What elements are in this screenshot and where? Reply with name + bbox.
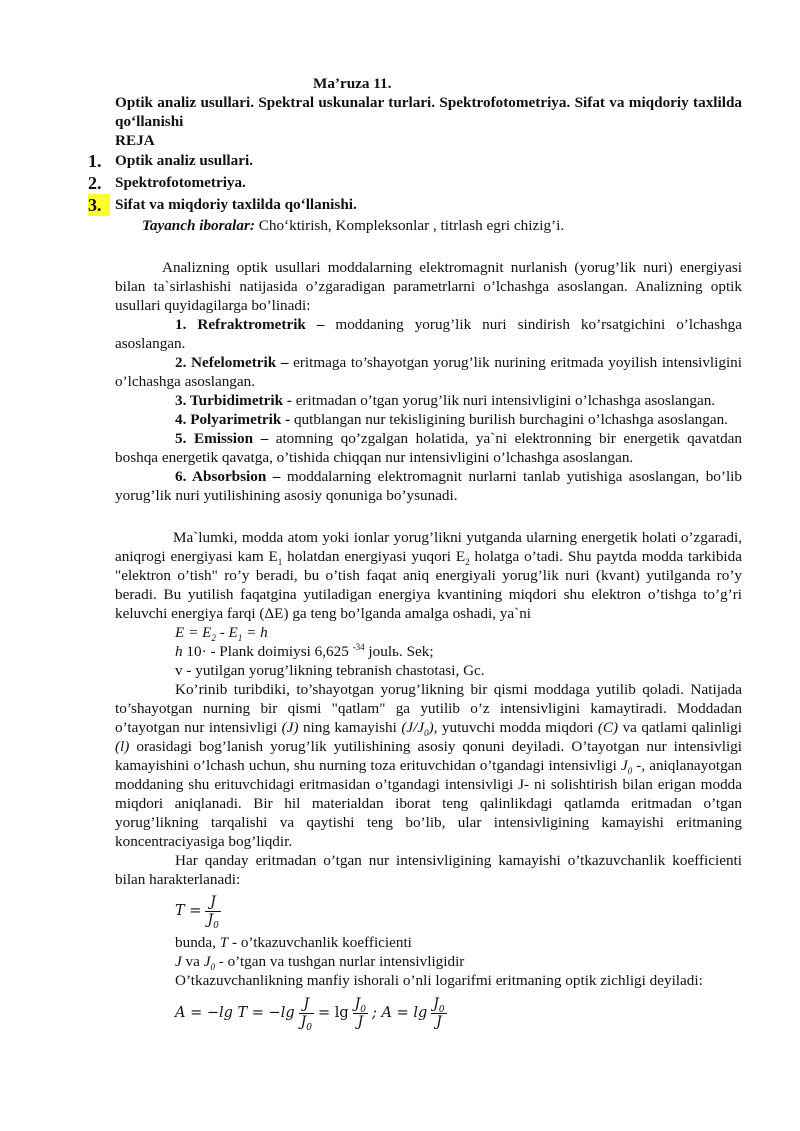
subscript: 2 bbox=[211, 633, 216, 644]
frequency-line: v - yutilgan yorug’likning tebranish chastotasi, Gc. bbox=[175, 662, 485, 679]
transmittance-formula bbox=[115, 889, 742, 933]
absorbance-formula bbox=[115, 990, 742, 1036]
superscript: -34 bbox=[352, 641, 365, 652]
text-run: - o’tkazuvchanlik koefficienti bbox=[228, 934, 412, 951]
lecture-title: Optik analiz usullari. Spektral uskunalar turlari. Spektrofotometriya. Sifat va miqdoriy taxlilda qo‘llanishi bbox=[115, 94, 742, 130]
subscript: 0 bbox=[360, 1004, 367, 1015]
text-run: holatga o’tadi. Shu paytda modda tarkibida "elektron o’tish" ro’y beradi, bu o’tish faqat aniq energiyali yorug’lik nuri (kvant) yutilganda ro’y beradi. Bu yutilish faqatgina yutiladigan energiya kvantining miqdori shu elektron o’tishga to’g’ri keluvchi energiya farqi (ΔE) ga teng bo’lganda amalga oshadi, ya`ni bbox=[115, 548, 742, 622]
text-run: J bbox=[207, 911, 214, 928]
method-name: 5. Emission – bbox=[175, 430, 269, 447]
denominator: J bbox=[357, 1013, 364, 1030]
text-run: - o’tgan va tushgan nurlar intensivligidir bbox=[214, 953, 465, 970]
intensity-line bbox=[115, 952, 742, 971]
text-run: - Plank doimiysi 6,625 bbox=[206, 643, 353, 660]
text-run: J bbox=[433, 995, 439, 1012]
subscript: 0 bbox=[627, 766, 633, 777]
subscript: 0 bbox=[438, 1004, 445, 1015]
method-item bbox=[115, 410, 742, 429]
method-item bbox=[115, 353, 742, 391]
fraction bbox=[353, 996, 368, 1031]
method-item bbox=[115, 467, 742, 505]
text-run: ning kamayishi bbox=[298, 719, 402, 736]
method-desc: moddalarning elektromagnit nurlarni tanlab yutishiga asoslangan, bo’lib yorug’lik nuri yutilishining asosiy qonuniga bo’ysunadi. bbox=[115, 468, 742, 504]
text-run: bunda, bbox=[175, 934, 220, 951]
symbol: T bbox=[219, 934, 229, 951]
body-paragraph: Har qanday eritmadan o’tgan nur intensivligining kamayishi o’tkazuvchanlik koefficienti bilan harakterlanadi: bbox=[115, 852, 742, 888]
plan-list bbox=[88, 150, 742, 216]
plan-item bbox=[88, 172, 742, 194]
numerator bbox=[353, 996, 368, 1014]
text-run: orasidagi bog’lanish yorug’lik yutilishining asosiy qonuni deyiladi. O’tayotgan nur intensivligi kamayishini o’lchash uchun, shu nurning toza erituvchidan o’tgandagi intensivligi bbox=[115, 738, 742, 774]
subscript: 0 bbox=[210, 962, 215, 973]
keywords-label: Tayanch iboralar: bbox=[142, 217, 255, 234]
bunda-line bbox=[115, 933, 742, 952]
plan-text: Sifat va miqdoriy taxlilda qo‘llanishi. bbox=[115, 196, 357, 213]
method-name: 6. Absorbsion – bbox=[175, 468, 281, 485]
text-run: Ma`lumki, modda atom yoki ionlar yorug’likni yutganda ularning energetik holati o’zgaradi, aniqrogi energiyasi kam E bbox=[115, 529, 742, 565]
method-item bbox=[115, 391, 742, 410]
method-desc: moddaning yorug’lik nuri sindirish ko’rsatgichini o’lchashga asoslangan. bbox=[115, 316, 742, 352]
text-run: va bbox=[181, 953, 204, 970]
formula-part: = lg bbox=[317, 1004, 349, 1021]
plan-item bbox=[88, 150, 742, 172]
symbol: ) bbox=[428, 719, 434, 736]
document-page bbox=[88, 74, 742, 1036]
plan-heading: REJA bbox=[115, 132, 155, 149]
denominator bbox=[205, 912, 220, 929]
symbol: (J/J bbox=[401, 719, 425, 736]
fraction bbox=[205, 894, 220, 929]
method-desc: eritmadan o’tgan yorug’lik nuri intensivligini o’lchashga asoslangan. bbox=[291, 392, 716, 409]
text-run: Ko’rinib turibdiki, to’shayotgan yorug’likning bir qismi moddaga yutilib qoladi. Natijada to’shayotgan nurning bir qismi "qatlam" ga yutilib o’z intensivligini kamaytiradi. Moddadan o’tayotgan nur intensivligi bbox=[115, 681, 742, 736]
fraction bbox=[431, 996, 446, 1031]
plan-number: 2. bbox=[88, 173, 102, 193]
numerator: J bbox=[205, 894, 220, 912]
text-run: = h bbox=[242, 624, 268, 641]
plan-text: Optik analiz usullari. bbox=[115, 152, 253, 169]
text-run: joulь. Sek; bbox=[364, 643, 434, 660]
body-paragraph bbox=[115, 680, 742, 851]
fraction bbox=[299, 996, 314, 1031]
symbol: J bbox=[175, 953, 182, 970]
keywords-line bbox=[142, 216, 742, 235]
formula-lhs: T = bbox=[175, 902, 202, 919]
body-paragraph bbox=[115, 528, 742, 623]
text-run: va qatlami qalinligi bbox=[618, 719, 742, 736]
denominator: J bbox=[436, 1013, 442, 1030]
symbol: J bbox=[203, 953, 211, 970]
subscript: 0 bbox=[424, 728, 429, 739]
lecture-number: Ma’ruza 11. bbox=[313, 75, 392, 92]
denominator bbox=[299, 1014, 314, 1031]
intro-paragraph: Analizning optik usullari moddalarning elektromagnit nurlanish (yorug’lik nuri) energiyasi bilan ta`sirlashishi natijasida o’zgaradigan parametrlarni o’lchashga asoslangan. Analizning optik usullari quyidagilarga bo’linadi: bbox=[115, 259, 742, 314]
text-run: , yutuvchi modda miqdori bbox=[433, 719, 598, 736]
planck-line bbox=[115, 642, 742, 661]
numerator bbox=[431, 996, 446, 1014]
numerator: J bbox=[299, 996, 314, 1014]
energy-formula bbox=[115, 623, 742, 642]
optical-density-line: O’tkazuvchanlikning manfiy ishorali o’nli logarifmi eritmaning optik zichligi deyiladi: bbox=[175, 972, 703, 989]
symbol: (l) bbox=[115, 738, 130, 755]
plan-number-highlighted: 3. bbox=[88, 194, 110, 216]
method-name: 1. Refraktrometrik – bbox=[175, 316, 325, 333]
text-run: J bbox=[354, 995, 361, 1012]
subscript: 2 bbox=[465, 557, 470, 568]
method-desc: atomning qo’zgalgan holatida, ya`ni elektronning bir energetik qavatdan boshqa energetik qavatga, o’tishida chiqqan nur intensivligini o’lchashga asoslangan. bbox=[115, 430, 742, 466]
plan-item bbox=[88, 194, 742, 216]
formula-part: A = −lg T = −lg bbox=[175, 1004, 295, 1021]
symbol: J bbox=[620, 757, 628, 774]
method-item bbox=[115, 315, 742, 353]
text-run: E = E bbox=[175, 624, 212, 641]
text-run: 10 bbox=[182, 643, 202, 660]
text-run: · bbox=[201, 643, 207, 660]
method-name: 3. Turbidimetrik - bbox=[175, 392, 292, 409]
symbol: (J) bbox=[281, 719, 299, 736]
subscript: 0 bbox=[306, 1022, 312, 1033]
method-desc: eritmaga to’shayotgan yorug’lik nurining eritmada yoyilish intensivligini o’lchashga asoslangan. bbox=[115, 354, 742, 390]
subscript: 0 bbox=[213, 920, 219, 931]
subscript: 1 bbox=[237, 633, 243, 644]
method-item bbox=[115, 429, 742, 467]
keywords-text: Cho‘ktirish, Kompleksonlar , titrlash egri chizig’i. bbox=[254, 217, 565, 234]
text-run: - E bbox=[215, 624, 238, 641]
method-desc: qutblangan nur tekisligining burilish burchagini o’lchashga asoslangan. bbox=[290, 411, 728, 428]
symbol: (C) bbox=[597, 719, 619, 736]
method-name: 2. Nefelometrik – bbox=[175, 354, 289, 371]
text-run: -, aniqlanayotgan moddaning shu erituvchidagi eritmasidan o’tgandagi intensivligi J- ni solishtirish bilan erigan modda miqdori aniqlanadi. Bir hil materialdan iborat teng qalinlikdagi qatlamda eritmadan o’tgan yorug’likning tarqalishi va qaytishi teng bo’lib, ular intensivligining kamayishi eritmaning koncentraciyasiga bog’liqdir. bbox=[115, 757, 742, 850]
planck-symbol: h bbox=[175, 643, 183, 660]
text-run: J bbox=[300, 1013, 307, 1030]
method-name: 4. Polyarimetrik - bbox=[175, 411, 291, 428]
plan-number: 1. bbox=[88, 151, 102, 171]
text-run: holatdan energiyasi yuqori E bbox=[282, 548, 466, 565]
subscript: 1 bbox=[277, 557, 283, 568]
formula-part: ; A = lg bbox=[372, 1004, 428, 1021]
plan-text: Spektrofotometriya. bbox=[115, 174, 246, 191]
